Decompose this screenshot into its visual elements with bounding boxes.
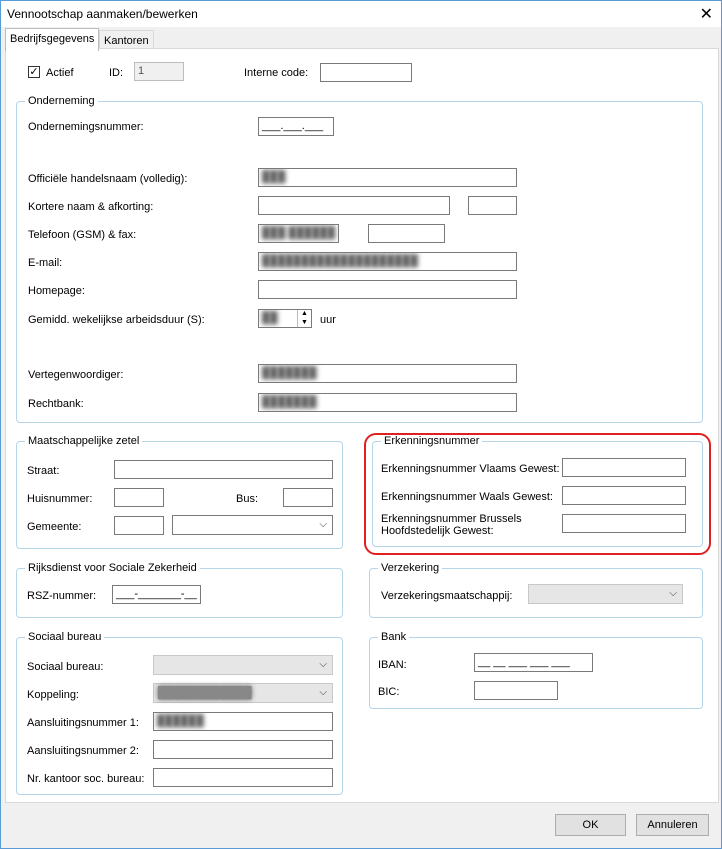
- spin-down-icon[interactable]: ▼: [301, 319, 308, 326]
- rsz-input[interactable]: ___-_______-__: [112, 585, 201, 604]
- onderneming-legend: Onderneming: [25, 95, 98, 107]
- close-icon[interactable]: ✕: [699, 6, 713, 23]
- verzekeringsmaatschappij-label: Verzekeringsmaatschappij:: [381, 590, 513, 602]
- postcode-input[interactable]: [114, 516, 164, 535]
- spin-up-icon[interactable]: ▲: [301, 310, 308, 317]
- aansluitingsnummer-1-value: ██████: [157, 715, 204, 727]
- fax-input[interactable]: [368, 224, 445, 243]
- waals-label: Erkenningsnummer Waals Gewest:: [381, 491, 553, 503]
- straat-label: Straat:: [27, 465, 60, 477]
- id-field: 1: [134, 62, 184, 81]
- afkorting-input[interactable]: [468, 196, 517, 215]
- bank-group: [369, 631, 703, 709]
- arbeidsduur-value: ██: [262, 312, 278, 324]
- email-input[interactable]: [258, 252, 517, 271]
- bus-input[interactable]: [283, 488, 333, 507]
- koppeling-label: Koppeling:: [27, 689, 79, 701]
- huisnummer-input[interactable]: [114, 488, 164, 507]
- homepage-label: Homepage:: [28, 285, 85, 297]
- aansluitingsnummer-1-input[interactable]: [153, 712, 333, 731]
- arbeidsduur-spinner[interactable]: [297, 309, 311, 328]
- telefoon-input[interactable]: [258, 224, 339, 243]
- sociaal-legend: Sociaal bureau: [25, 631, 104, 643]
- chevron-down-icon: ⌵: [319, 687, 327, 698]
- kantoor-label: Nr. kantoor soc. bureau:: [27, 773, 145, 785]
- gemeente-select[interactable]: [172, 515, 333, 535]
- bic-label: BIC:: [378, 686, 400, 698]
- chevron-down-icon: ⌵: [669, 588, 677, 599]
- brussels-label-2: Hoofdstedelijk Gewest:: [381, 525, 494, 537]
- actief-label: Actief: [46, 67, 74, 79]
- vlaams-label: Erkenningsnummer Vlaams Gewest:: [381, 463, 560, 475]
- kantoor-input[interactable]: [153, 768, 333, 787]
- sociaal-bureau-select[interactable]: [153, 655, 333, 675]
- handelsnaam-label: Officiële handelsnaam (volledig):: [28, 173, 188, 185]
- actief-checkbox[interactable]: ✓: [29, 66, 39, 78]
- rsz-legend: Rijksdienst voor Sociale Zekerheid: [25, 562, 200, 574]
- sociaal-bureau-label: Sociaal bureau:: [27, 661, 104, 673]
- tab-panel: [5, 48, 719, 803]
- iban-input[interactable]: __ __ ___ ___ ___: [474, 653, 593, 672]
- vertegenwoordiger-label: Vertegenwoordiger:: [28, 369, 124, 381]
- straat-input[interactable]: [114, 460, 333, 479]
- aansluitingsnummer-1-label: Aansluitingsnummer 1:: [27, 717, 139, 729]
- iban-label: IBAN:: [378, 659, 407, 671]
- handelsnaam-value: ███: [262, 171, 286, 183]
- kortere-naam-label: Kortere naam & afkorting:: [28, 201, 154, 213]
- ondernemingsnummer-label: Ondernemingsnummer:: [28, 121, 144, 133]
- bus-label: Bus:: [236, 493, 259, 505]
- bic-input[interactable]: [474, 681, 558, 700]
- chevron-down-icon: ⌵: [319, 519, 327, 530]
- gemeente-label: Gemeente:: [27, 521, 82, 533]
- homepage-input[interactable]: [258, 280, 517, 299]
- kortere-naam-input[interactable]: [258, 196, 450, 215]
- telefoon-label: Telefoon (GSM) & fax:: [28, 229, 137, 241]
- title-bar: [1, 1, 721, 27]
- rsz-group: [16, 562, 343, 618]
- window-title: Vennootschap aanmaken/bewerken: [7, 7, 198, 21]
- zetel-group: [16, 435, 343, 549]
- rechtbank-input[interactable]: [258, 393, 517, 412]
- arbeidsduur-unit: uur: [320, 314, 336, 326]
- zetel-legend: Maatschappelijke zetel: [25, 435, 142, 447]
- sociaal-group: [16, 631, 343, 795]
- ondernemingsnummer-input[interactable]: ___.___.___: [258, 117, 334, 136]
- aansluitingsnummer-2-label: Aansluitingsnummer 2:: [27, 745, 139, 757]
- rsz-label: RSZ-nummer:: [27, 590, 97, 602]
- rechtbank-value: ███████: [262, 396, 317, 408]
- koppeling-select[interactable]: [153, 683, 333, 703]
- interne-code-label: Interne code:: [244, 67, 309, 79]
- cancel-button[interactable]: Annuleren: [636, 814, 709, 836]
- arbeidsduur-label: Gemidd. wekelijkse arbeidsduur (S):: [28, 314, 205, 326]
- vertegenwoordiger-value: ███████: [262, 367, 317, 379]
- tab-bedrijfsgegevens[interactable]: Bedrijfsgegevens: [5, 28, 99, 51]
- tab-kantoren[interactable]: Kantoren: [99, 30, 154, 51]
- koppeling-value: ████████████: [158, 687, 252, 699]
- id-label: ID:: [109, 67, 124, 79]
- telefoon-value: ███ ██████: [262, 227, 336, 239]
- brussels-input[interactable]: [562, 514, 686, 533]
- onderneming-group: [16, 95, 703, 423]
- rechtbank-label: Rechtbank:: [28, 398, 84, 410]
- erkenning-group: [372, 435, 703, 547]
- arbeidsduur-input[interactable]: [258, 309, 312, 328]
- ok-button[interactable]: OK: [555, 814, 626, 836]
- interne-code-input[interactable]: [320, 63, 412, 82]
- erkenning-legend: Erkenningsnummer: [381, 435, 482, 447]
- huisnummer-label: Huisnummer:: [27, 493, 93, 505]
- email-label: E-mail:: [28, 257, 63, 269]
- brussels-label-1: Erkenningsnummer Brussels: [381, 513, 522, 525]
- email-value: ████████████████████: [262, 255, 418, 267]
- verzekering-group: [369, 562, 703, 618]
- bank-legend: Bank: [378, 631, 409, 643]
- aansluitingsnummer-2-input[interactable]: [153, 740, 333, 759]
- waals-input[interactable]: [562, 486, 686, 505]
- vlaams-input[interactable]: [562, 458, 686, 477]
- handelsnaam-input[interactable]: [258, 168, 517, 187]
- vertegenwoordiger-input[interactable]: [258, 364, 517, 383]
- verzekeringsmaatschappij-select[interactable]: [528, 584, 683, 604]
- verzekering-legend: Verzekering: [378, 562, 442, 574]
- chevron-down-icon: ⌵: [319, 659, 327, 670]
